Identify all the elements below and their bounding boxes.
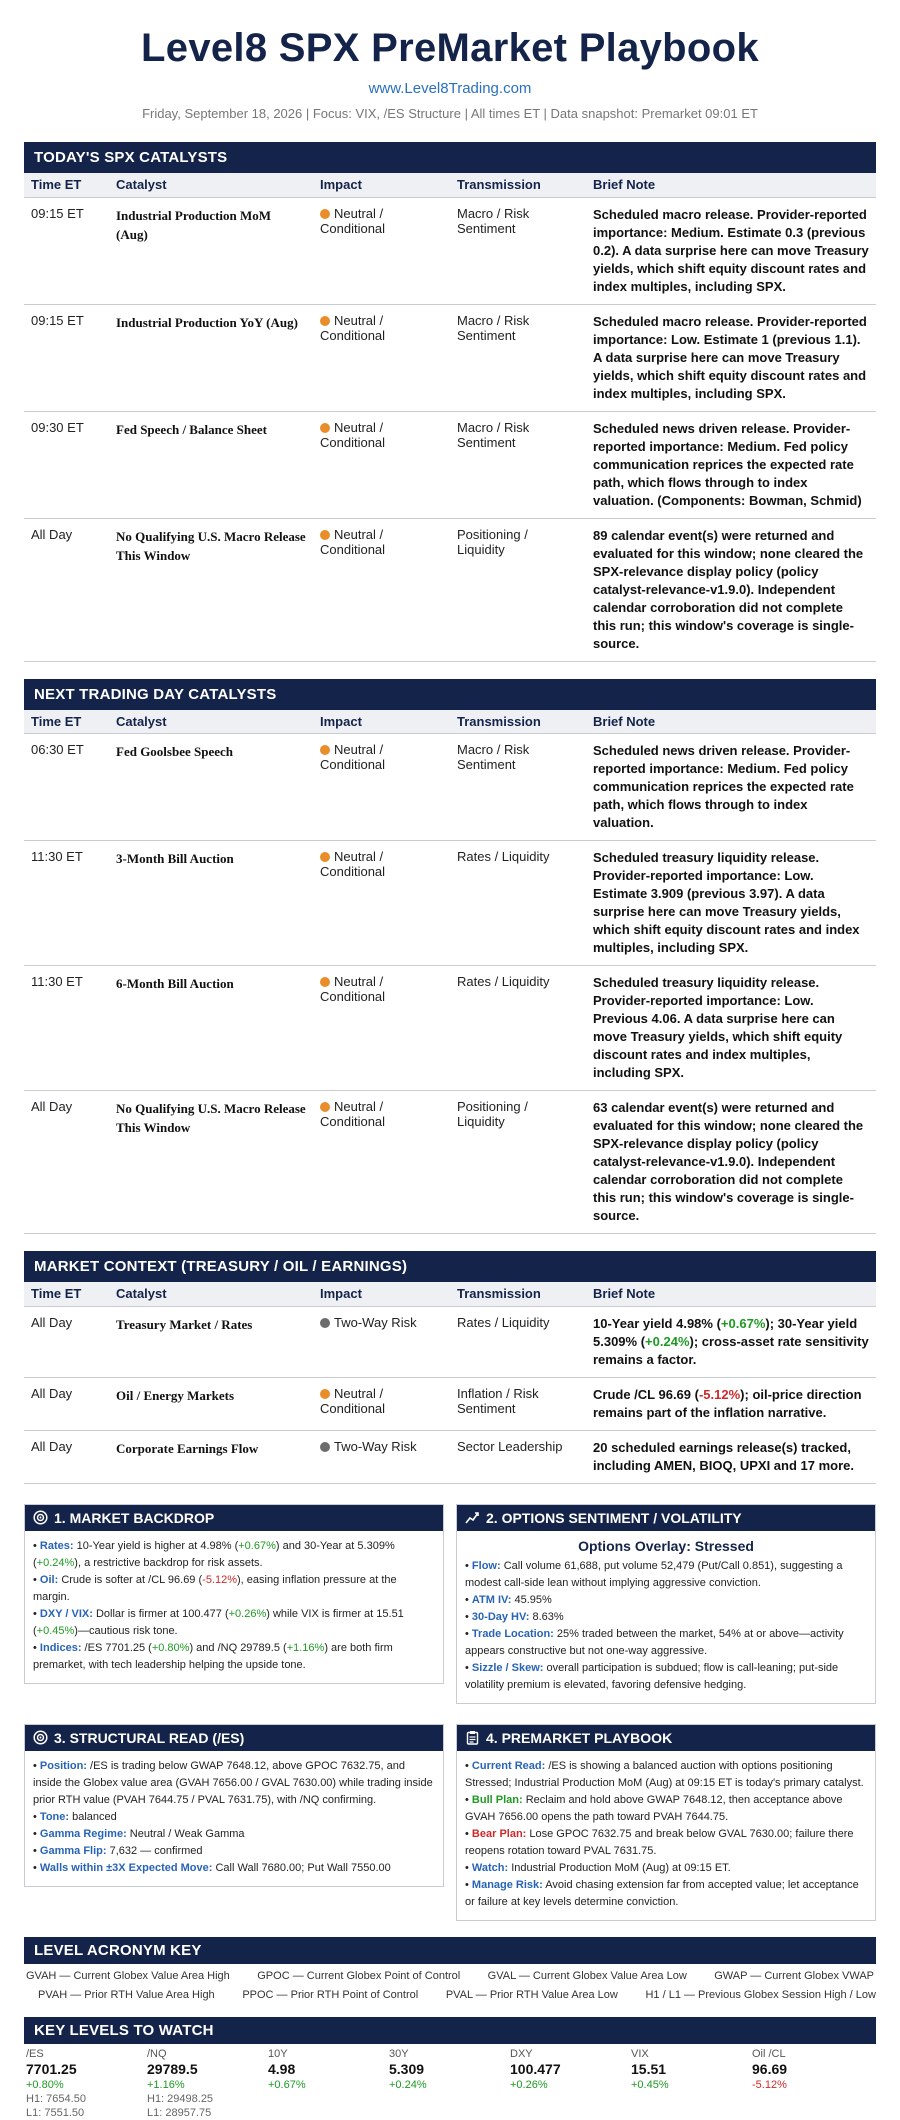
row-catalyst: 3-Month Bill Auction [109,841,313,966]
item-label: Trade Location: [471,1627,554,1640]
row-transmission: Positioning / Liquidity [450,518,586,661]
impact-label: Neutral / Conditional [320,312,386,343]
change-value: +0.67% [238,1539,276,1552]
backdrop-oil: • Oil: Crude is softer at /CL 96.69 (-5.12%), easing inflation pressure at the margin. [33,1573,397,1603]
change-value: +1.16% [286,1641,325,1654]
row-transmission: Inflation / Risk Sentiment [450,1377,586,1430]
impact-label: Neutral / Conditional [320,974,386,1004]
table-row [24,1377,876,1430]
item-text: Reclaim and hold above GWAP 7648.12, then acceptance above GVAH 7656.00 opens the path toward PVAH 7644.75. [465,1793,843,1823]
card-header [457,1505,875,1531]
row-note: Scheduled macro release. Provider-reported importance: Medium. Estimate 0.3 (previous 0.2). A data surprise here can move Treasury yields, which shift equity discount rates and index multiples, including SPX. [586,197,876,304]
impact-label: Two-Way Risk [334,1438,417,1454]
note-text: ); oil-price direction remains part of the inflation narrative. [593,1386,862,1420]
col-note: Brief Note [586,1282,876,1306]
level-label: Oil /CL [752,2047,786,2060]
level-low: L1: 7551.50 [26,2106,85,2119]
impact-label: Neutral / Conditional [320,526,386,557]
row-catalyst: No Qualifying U.S. Macro Release This Window [109,518,313,661]
level-high: H1: 29498.25 [147,2092,214,2105]
backdrop-rates: • Rates: 10-Year yield is higher at 4.98% (+0.67%) and 30-Year at 5.309% (+0.24%), a restrictive backdrop for risk assets. [33,1539,395,1569]
acronym-row-2 [24,1989,876,2001]
acronym-item: H1 / L1 — Previous Globex Session High / Low [645,1988,876,2001]
options-overlay: Options Overlay: Stressed [578,1537,754,1554]
market-context-heading: MARKET CONTEXT (TREASURY / OIL / EARNINGS) [24,1251,876,1282]
table-row [24,1306,876,1377]
level-value: 7701.25 [26,2060,77,2077]
level-oil [752,2048,873,2120]
item-text: Dollar is firmer at 100.477 ( [92,1607,229,1620]
item-label: Watch: [471,1861,509,1874]
row-transmission: Macro / Risk Sentiment [450,734,586,841]
level-change: +0.45% [631,2078,669,2091]
item-label: Indices: [39,1641,82,1654]
card-title: 2. OPTIONS SENTIMENT / VOLATILITY [486,1509,742,1526]
row-time: All Day [24,1091,109,1234]
row-transmission: Macro / Risk Sentiment [450,411,586,518]
impact-dot-icon [320,530,330,540]
market-context-table [24,1282,876,1484]
row-catalyst: Treasury Market / Rates [109,1306,313,1377]
table-row [24,304,876,411]
backdrop-dxy-vix: • DXY / VIX: Dollar is firmer at 100.477 (+0.26%) while VIX is firmer at 15.51 (+0.45%)—cautious risk tone. [33,1607,404,1637]
level-value: 5.309 [389,2060,425,2077]
col-catalyst: Catalyst [109,710,313,734]
item-text: Call Wall 7680.00; Put Wall 7550.00 [212,1861,391,1874]
impact-dot-icon [320,1318,330,1328]
item-text: Industrial Production MoM (Aug) at 09:15 ET. [508,1861,731,1874]
impact-dot-icon [320,745,330,755]
acronym-item: GPOC — Current Globex Point of Control [257,1969,461,1982]
impact-dot-icon [320,1102,330,1112]
item-label: Gamma Flip: [39,1844,107,1857]
item-text: ), a restrictive backdrop for risk assets. [74,1556,263,1569]
col-time: Time ET [24,1282,109,1306]
row-impact [313,1377,450,1430]
change-value: +0.45% [36,1624,75,1637]
row-impact [313,304,450,411]
level-10y [268,2048,389,2120]
level-es [26,2048,147,2120]
impact-label: Neutral / Conditional [320,419,386,450]
row-impact [313,734,450,841]
row-note [586,1377,876,1430]
acronym-row-1 [24,1970,876,1982]
level-value: 100.477 [510,2060,561,2077]
row-transmission: Sector Leadership [450,1430,586,1483]
playbook-bull-plan: • Bull Plan: Reclaim and hold above GWAP 7648.12, then acceptance above GVAH 7656.00 opens the path toward PVAH 7644.75. [465,1793,843,1823]
structural-tone: • Tone: balanced [33,1810,117,1823]
impact-label: Neutral / Conditional [320,205,386,236]
table-row [24,411,876,518]
impact-dot-icon [320,316,330,326]
key-levels-heading: KEY LEVELS TO WATCH [24,2017,876,2044]
acronym-item: PPOC — Prior RTH Point of Control [242,1988,419,2001]
impact-dot-icon [320,977,330,987]
item-text: ) are both firm premarket, with tech leadership helping the upside tone. [33,1641,393,1671]
level-change: -5.12% [752,2078,787,2091]
acronym-item: GVAH — Current Globex Value Area High [26,1969,230,1982]
level-dxy [510,2048,631,2120]
col-time: Time ET [24,173,109,197]
col-impact: Impact [313,173,450,197]
note-text: ); 30-Year yield 5.309% ( [593,1315,858,1349]
structural-walls: • Walls within ±3X Expected Move: Call Wall 7680.00; Put Wall 7550.00 [33,1861,391,1874]
item-text: ) while VIX is firmer at 15.51 ( [33,1607,404,1637]
playbook-bear-plan: • Bear Plan: Lose GPOC 7632.75 and break below GVAL 7630.00; failure there reopens rotation toward PVAL 7631.75. [465,1827,854,1857]
row-impact [313,966,450,1091]
row-time: All Day [24,1306,109,1377]
col-impact: Impact [313,710,450,734]
change-value: -5.12% [202,1573,238,1586]
level-change: +1.16% [147,2078,185,2091]
acronym-item: GVAL — Current Globex Value Area Low [487,1969,687,1982]
note-text: ); cross-asset rate sensitivity remains a factor. [593,1333,869,1367]
level-label: 30Y [389,2047,409,2060]
playbook-watch: • Watch: Industrial Production MoM (Aug) at 09:15 ET. [465,1861,731,1874]
item-text: 8.63% [529,1610,564,1623]
col-transmission: Transmission [450,173,586,197]
impact-dot-icon [320,423,330,433]
row-note: Scheduled treasury liquidity release. Provider-reported importance: Low. Estimate 3.909 (previous 3.97). A data surprise here can move Treasury yields, which shift equity discount rates and index multiples, including SPX. [586,841,876,966]
item-label: Manage Risk: [471,1878,543,1891]
col-transmission: Transmission [450,710,586,734]
item-text: 7,632 — confirmed [106,1844,203,1857]
table-row [24,197,876,304]
item-text: balanced [69,1810,117,1823]
table-header-row [24,1282,876,1306]
card-header [25,1505,443,1531]
level-value: 4.98 [268,2060,296,2077]
cards-row-1 [24,1504,876,1704]
card-header [25,1725,443,1751]
next-day-catalysts-heading: NEXT TRADING DAY CATALYSTS [24,679,876,710]
report-meta: Friday, September 18, 2026 | Focus: VIX, /ES Structure | All times ET | Data snapshot: Premarket 09:01 ET [142,106,758,121]
card-body [25,1751,443,1886]
level-low: L1: 28957.75 [147,2106,212,2119]
row-catalyst: Fed Goolsbee Speech [109,734,313,841]
row-impact [313,1306,450,1377]
card-body [457,1531,875,1703]
options-sentiment-card [456,1504,876,1704]
row-note: 89 calendar event(s) were returned and evaluated for this window; none cleared the SPX-relevance display policy (policy catalyst-relevance-v1.9.0). Independent calendar corroboration did not complete this run; this window's coverage is single-source. [586,518,876,661]
structural-read-card [24,1724,444,1887]
table-row [24,1091,876,1234]
row-note: Scheduled macro release. Provider-reported importance: Low. Estimate 1 (previous 1.1). A data surprise here can move Treasury yields, which shift equity discount rates and index multiples, including SPX. [586,304,876,411]
level-nq [147,2048,268,2120]
change-value: -5.12% [698,1386,741,1402]
row-note: 63 calendar event(s) were returned and evaluated for this window; none cleared the SPX-relevance display policy (policy catalyst-relevance-v1.9.0). Independent calendar corroboration did not complete this run; this window's coverage is single-source. [586,1091,876,1234]
acronym-key-heading: LEVEL ACRONYM KEY [24,1937,876,1964]
level-30y [389,2048,510,2120]
level-change: +0.67% [268,2078,306,2091]
options-hv: • 30-Day HV: 8.63% [465,1610,564,1623]
item-text: 10-Year yield is higher at 4.98% ( [73,1539,239,1552]
structural-gamma-flip: • Gamma Flip: 7,632 — confirmed [33,1844,203,1857]
row-catalyst: 6-Month Bill Auction [109,966,313,1091]
row-catalyst: Fed Speech / Balance Sheet [109,411,313,518]
change-value: +0.24% [36,1556,75,1569]
level-value: 15.51 [631,2060,667,2077]
item-text: Avoid chasing extension far from accepted value; let acceptance or failure at key levels determine conviction. [465,1878,859,1908]
item-label: Rates: [39,1539,74,1552]
row-time: All Day [24,518,109,661]
item-label: Gamma Regime: [39,1827,127,1840]
row-impact [313,841,450,966]
item-text: Call volume 61,688, put volume 52,479 (Put/Call 0.851), suggesting a modest call-side lean without implying aggressive conviction. [465,1559,843,1589]
item-label: Flow: [471,1559,501,1572]
row-catalyst: No Qualifying U.S. Macro Release This Window [109,1091,313,1234]
impact-dot-icon [320,209,330,219]
todays-catalysts-table [24,173,876,662]
card-header [457,1725,875,1751]
col-transmission: Transmission [450,1282,586,1306]
table-header-row [24,710,876,734]
item-label: DXY / VIX: [39,1607,93,1620]
item-label: Tone: [39,1810,70,1823]
level-value: 29789.5 [147,2060,198,2077]
playbook-current-read: • Current Read: /ES is showing a balanced auction with options positioning Stressed; Industrial Production MoM (Aug) at 09:15 ET is today's primary catalyst. [465,1759,864,1789]
impact-label: Two-Way Risk [334,1314,417,1330]
item-label: Oil: [39,1573,59,1586]
key-levels-grid [24,2044,876,2120]
row-impact [313,518,450,661]
level-high: H1: 7654.50 [26,2092,86,2105]
row-transmission: Rates / Liquidity [450,966,586,1091]
options-atm-iv: • ATM IV: 45.95% [465,1593,552,1606]
cards-row-2 [24,1724,876,1921]
playbook-manage-risk: • Manage Risk: Avoid chasing extension far from accepted value; let acceptance or failure at key levels determine conviction. [465,1878,859,1908]
premarket-playbook-card [456,1724,876,1921]
col-note: Brief Note [586,173,876,197]
row-impact [313,197,450,304]
item-text: 45.95% [511,1593,552,1606]
level-label: VIX [631,2047,649,2060]
item-text: Crude is softer at /CL 96.69 ( [58,1573,203,1586]
clipboard-icon [465,1730,480,1745]
item-text: /ES is trading below GWAP 7648.12, above GPOC 7632.75, and inside the Globex value area (GVAH 7656.00 / GVAL 7630.00) while trading inside prior RTH value (PVAH 7644.75 / PVAL 7631.75), with /NQ confirming. [33,1759,433,1806]
change-value: +0.80% [151,1641,190,1654]
level-change: +0.24% [389,2078,427,2091]
item-text: Lose GPOC 7632.75 and break below GVAL 7630.00; failure there reopens rotation toward PVAL 7631.75. [465,1827,854,1857]
item-text: ) and 30-Year at 5.309% ( [33,1539,395,1569]
table-row [24,518,876,661]
structural-position: • Position: /ES is trading below GWAP 7648.12, above GPOC 7632.75, and inside the Globex value area (GVAH 7656.00 / GVAL 7630.00) while trading inside prior RTH value (PVAH 7644.75 / PVAL 7631.75), with /NQ confirming. [33,1759,433,1806]
impact-dot-icon [320,1389,330,1399]
item-text: /ES 7701.25 ( [81,1641,152,1654]
row-catalyst: Industrial Production YoY (Aug) [109,304,313,411]
report-title: Level8 SPX PreMarket Playbook [141,26,759,70]
item-label: ATM IV: [471,1593,512,1606]
target-icon [33,1730,48,1745]
row-impact [313,411,450,518]
market-backdrop-card [24,1504,444,1684]
row-time: 09:30 ET [24,411,109,518]
note-text: 10-Year yield 4.98% ( [593,1315,721,1331]
row-note: 20 scheduled earnings release(s) tracked, including AMEN, BIOQ, UPXI and 17 more. [586,1430,876,1483]
level-label: DXY [510,2047,533,2060]
change-value: +0.26% [228,1607,267,1620]
row-transmission: Macro / Risk Sentiment [450,197,586,304]
report-header [24,0,876,121]
level-value: 96.69 [752,2060,788,2077]
trend-line-icon [465,1510,480,1525]
level-label: /NQ [147,2047,167,2060]
site-link[interactable]: www.Level8Trading.com [368,80,532,97]
item-label: Position: [39,1759,87,1772]
table-header-row [24,173,876,197]
row-time: 09:15 ET [24,304,109,411]
row-transmission: Positioning / Liquidity [450,1091,586,1234]
acronym-item: PVAL — Prior RTH Value Area Low [445,1988,618,2001]
item-label: Sizzle / Skew: [471,1661,544,1674]
target-icon [33,1510,48,1525]
level-vix [631,2048,752,2120]
row-time: 06:30 ET [24,734,109,841]
item-label: Bear Plan: [471,1827,527,1840]
card-body [457,1751,875,1920]
row-note [586,1306,876,1377]
card-title: 3. STRUCTURAL READ (/ES) [54,1729,245,1746]
card-title: 4. PREMARKET PLAYBOOK [486,1729,673,1746]
item-label: Bull Plan: [471,1793,523,1806]
level-label: /ES [26,2047,44,2060]
structural-gamma-regime: • Gamma Regime: Neutral / Weak Gamma [33,1827,245,1840]
impact-label: Neutral / Conditional [320,1385,386,1416]
row-impact [313,1430,450,1483]
card-title: 1. MARKET BACKDROP [54,1509,215,1526]
note-text: Crude /CL 96.69 ( [593,1386,699,1402]
row-note: Scheduled treasury liquidity release. Provider-reported importance: Low. Previous 4.06. A data surprise here can move Treasury yields, which shift equity discount rates and index multiples, including SPX. [586,966,876,1091]
table-row [24,1430,876,1483]
options-flow: • Flow: Call volume 61,688, put volume 52,479 (Put/Call 0.851), suggesting a modest call-side lean without implying aggressive conviction. [465,1559,843,1589]
impact-label: Neutral / Conditional [320,742,386,772]
impact-label: Neutral / Conditional [320,1099,386,1129]
change-value: +0.67% [720,1315,766,1331]
row-transmission: Rates / Liquidity [450,1306,586,1377]
row-impact [313,1091,450,1234]
item-label: 30-Day HV: [471,1610,530,1623]
row-time: All Day [24,1430,109,1483]
item-label: Walls within ±3X Expected Move: [39,1861,213,1874]
acronym-item: GWAP — Current Globex VWAP [714,1969,874,1982]
row-time: All Day [24,1377,109,1430]
row-catalyst: Industrial Production MoM (Aug) [109,197,313,304]
level-label: 10Y [268,2047,288,2060]
next-day-catalysts-table [24,710,876,1235]
item-text: ) and /NQ 29789.5 ( [189,1641,287,1654]
item-text: )—cautious risk tone. [74,1624,178,1637]
table-row [24,966,876,1091]
item-label: Current Read: [471,1759,546,1772]
item-text: Neutral / Weak Gamma [126,1827,245,1840]
row-catalyst: Oil / Energy Markets [109,1377,313,1430]
item-text: /ES is showing a balanced auction with options positioning Stressed; Industrial Production MoM (Aug) at 09:15 ET is today's primary catalyst. [465,1759,864,1789]
todays-catalysts-heading: TODAY'S SPX CATALYSTS [24,142,876,173]
acronym-item: PVAH — Prior RTH Value Area High [38,1988,215,2001]
options-trade-location: • Trade Location: 25% traded between the market, 54% at or above—activity appears constructive but not one-way aggressive. [465,1627,844,1657]
row-transmission: Macro / Risk Sentiment [450,304,586,411]
table-row [24,841,876,966]
row-time: 09:15 ET [24,197,109,304]
level-change: +0.80% [26,2078,64,2091]
level-change: +0.26% [510,2078,548,2091]
item-text: overall participation is subdued; flow is call-leaning; put-side volatility premium is elevated, favoring defensive hedging. [465,1661,839,1691]
impact-dot-icon [320,852,330,862]
row-note: Scheduled news driven release. Provider-reported importance: Medium. Fed policy communication reprices the expected rate path, which flows through to index valuation. [586,734,876,841]
item-text: 25% traded between the market, 54% at or above—activity appears constructive but not one-way aggressive. [465,1627,844,1657]
col-impact: Impact [313,1282,450,1306]
col-time: Time ET [24,710,109,734]
col-catalyst: Catalyst [109,1282,313,1306]
change-value: +0.24% [645,1333,690,1349]
card-body [25,1531,443,1683]
col-catalyst: Catalyst [109,173,313,197]
row-catalyst: Corporate Earnings Flow [109,1430,313,1483]
row-note: Scheduled news driven release. Provider-reported importance: Medium. Fed policy communication reprices the expected rate path, which flows through to index valuation. (Components: Bowman, Schmid) [586,411,876,518]
row-time: 11:30 ET [24,841,109,966]
col-note: Brief Note [586,710,876,734]
row-time: 11:30 ET [24,966,109,1091]
backdrop-indices: • Indices: /ES 7701.25 (+0.80%) and /NQ 29789.5 (+1.16%) are both firm premarket, with tech leadership helping the upside tone. [33,1641,393,1671]
options-sizzle-skew: • Sizzle / Skew: overall participation is subdued; flow is call-leaning; put-side volatility premium is elevated, favoring defensive hedging. [465,1661,839,1691]
impact-label: Neutral / Conditional [320,849,386,879]
impact-dot-icon [320,1442,330,1452]
table-row [24,734,876,841]
row-transmission: Rates / Liquidity [450,841,586,966]
item-text: ), easing inflation pressure at the margin. [33,1573,397,1603]
